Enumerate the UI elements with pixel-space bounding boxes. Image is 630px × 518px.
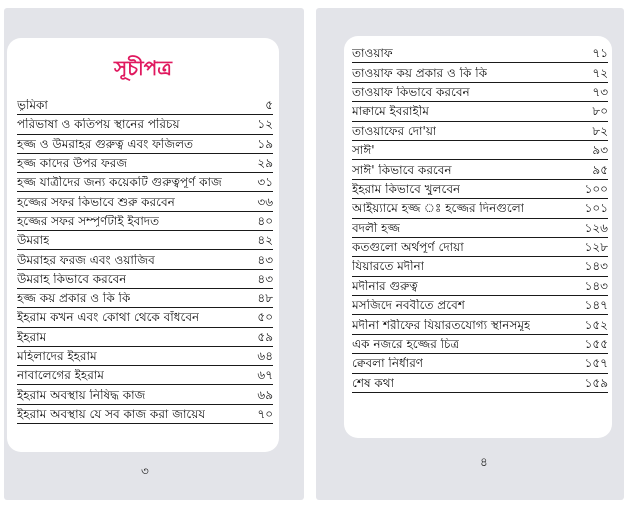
toc-entry-page: ৬৭ bbox=[257, 368, 273, 383]
toc-entry bbox=[17, 270, 273, 289]
toc-entry-title: ইহরাম অবস্থায় যে সব কাজ করা জায়েয bbox=[17, 407, 206, 420]
toc-entry bbox=[17, 192, 273, 211]
toc-entry-page: ১২ bbox=[257, 117, 273, 132]
toc-entry-title: ইহরাম bbox=[17, 330, 47, 343]
toc-entry-title: তাওয়াফ bbox=[352, 47, 393, 60]
toc-entry bbox=[352, 296, 608, 315]
toc-entry-title: উমরাহ bbox=[17, 234, 50, 247]
toc-entry-title: তাওয়াফ কয় প্রকার ও কি কি bbox=[352, 66, 488, 79]
toc-entry-title: মদীনা শরীফের যিয়ারতযোগ্য স্থানসমূহ bbox=[352, 318, 531, 331]
toc-entry-title: হজ্জ কয় প্রকার ও কি কি bbox=[17, 292, 131, 305]
toc-entry-page: ৬৪ bbox=[257, 349, 273, 363]
toc-entry-page: ১৪৩ bbox=[584, 259, 608, 274]
right-page-number: ৪ bbox=[480, 455, 488, 469]
toc-entry bbox=[17, 115, 273, 134]
toc-entry bbox=[352, 180, 608, 199]
toc-entry bbox=[17, 308, 273, 327]
toc-entry-title: এক নজরে হজ্জের চিত্র bbox=[352, 338, 460, 351]
toc-entry-title: তাওয়াফ কিভাবে করবেন bbox=[352, 85, 470, 98]
toc-entry-page: ৪২ bbox=[257, 233, 273, 248]
toc-entry bbox=[352, 83, 608, 102]
toc-entry-title: হজ্জ যাত্রীদের জন্য কয়েকটি গুরুত্বপূর্ণ কাজ bbox=[17, 176, 222, 189]
toc-entry-title: নাবালেগের ইহরাম bbox=[17, 369, 104, 382]
toc-entry bbox=[17, 231, 273, 250]
toc-entry-page: ৪৩ bbox=[257, 271, 273, 286]
right-contents-panel bbox=[344, 36, 612, 438]
toc-entry-page: ১০১ bbox=[584, 201, 608, 216]
toc-entry-title: আইয়্যামে হজ্জ ঃ হজ্জের দিনগুলো bbox=[352, 202, 525, 215]
toc-entry-title: ক্বেবলা নির্ধারণ bbox=[352, 357, 424, 370]
toc-entry-page: ১৫৫ bbox=[584, 337, 608, 352]
toc-entry bbox=[17, 96, 273, 115]
left-page bbox=[4, 8, 304, 500]
toc-entry bbox=[17, 385, 273, 404]
toc-entry bbox=[17, 135, 273, 154]
toc-entry bbox=[352, 44, 608, 63]
right-toc-list bbox=[344, 44, 612, 393]
toc-entry bbox=[352, 102, 608, 121]
toc-entry-page: ৭০ bbox=[257, 406, 273, 421]
toc-entry-page: ১২৬ bbox=[584, 220, 608, 235]
toc-entry bbox=[352, 141, 608, 160]
toc-entry-title: ইহরাম অবস্থায় নিষিদ্ধ কাজ bbox=[17, 388, 146, 401]
toc-entry-title: হজ্জের সফর কিভাবে শুরু করবেন bbox=[17, 195, 175, 208]
toc-entry-page: ১৪৩ bbox=[584, 278, 608, 293]
toc-entry bbox=[352, 354, 608, 373]
toc-entry bbox=[17, 212, 273, 231]
toc-entry bbox=[352, 160, 608, 179]
toc-entry-page: ৩৬ bbox=[257, 194, 273, 209]
toc-entry-title: পরিভাষা ও কতিপয় স্থানের পরিচয় bbox=[17, 118, 180, 131]
toc-entry-page: ১৯ bbox=[257, 136, 273, 151]
toc-entry-title: বদলী হজ্জ bbox=[352, 221, 401, 234]
toc-entry-title: যিয়ারতে মদীনা bbox=[352, 260, 425, 273]
toc-entry bbox=[17, 328, 273, 347]
toc-entry-page: ৮০ bbox=[592, 104, 608, 119]
toc-entry-title: হজ্জের সফর সম্পূর্ণটাই ইবাদত bbox=[17, 214, 160, 227]
toc-entry-page: ৫৯ bbox=[257, 329, 273, 344]
right-page bbox=[316, 8, 624, 500]
toc-entry-title: ভূমিকা bbox=[17, 99, 48, 112]
toc-entry-page: ৮২ bbox=[592, 123, 608, 138]
toc-entry bbox=[17, 173, 273, 192]
toc-entry bbox=[17, 154, 273, 173]
toc-entry-title: ইহরাম কখন এবং কোথা থেকে বাঁধবেন bbox=[17, 311, 200, 324]
toc-entry-title: তাওয়াফের দো'য়া bbox=[352, 124, 437, 137]
toc-entry bbox=[17, 366, 273, 385]
toc-entry-page: ৬৯ bbox=[257, 387, 273, 402]
toc-entry-page: ৭৩ bbox=[592, 84, 608, 99]
toc-entry-title: উমরাহর ফরজ এবং ওয়াজিব bbox=[17, 253, 155, 266]
left-page-number: ৩ bbox=[141, 464, 149, 478]
toc-entry-page: ৭১ bbox=[592, 46, 608, 61]
toc-entry-page: ৯৩ bbox=[592, 143, 608, 158]
toc-entry-page: ১৫৭ bbox=[584, 356, 608, 371]
toc-entry-page: ৩১ bbox=[257, 175, 273, 190]
toc-entry bbox=[17, 405, 273, 424]
toc-entry-title: কতগুলো অর্থপূর্ণ দোয়া bbox=[352, 241, 464, 254]
toc-entry-page: ২৯ bbox=[257, 156, 273, 171]
toc-entry-page: ১৫৯ bbox=[584, 375, 608, 390]
toc-entry-page: ৫ bbox=[265, 98, 273, 113]
toc-entry bbox=[352, 219, 608, 238]
toc-entry-title: মসজিদে নববীতে প্রবেশ bbox=[352, 299, 465, 312]
toc-entry-title: সাঈ' কিভাবে করবেন bbox=[352, 163, 452, 176]
toc-entry-page: ৭২ bbox=[592, 65, 608, 80]
toc-entry bbox=[352, 335, 608, 354]
toc-entry bbox=[352, 238, 608, 257]
toc-entry-page: ৯৫ bbox=[592, 162, 608, 177]
toc-entry-page: ১৫২ bbox=[584, 317, 608, 332]
toc-entry bbox=[352, 199, 608, 218]
toc-entry-title: মাক্বামে ইবরাহীম bbox=[352, 105, 429, 118]
toc-entry-title: শেষ কথা bbox=[352, 376, 395, 389]
toc-entry-page: ৪০ bbox=[257, 213, 273, 228]
toc-entry bbox=[17, 289, 273, 308]
toc-entry-title: উমরাহ কিভাবে করবেন bbox=[17, 272, 127, 285]
toc-entry-page: ৫০ bbox=[257, 310, 273, 325]
toc-entry bbox=[17, 347, 273, 366]
toc-entry bbox=[352, 374, 608, 393]
toc-entry bbox=[352, 122, 608, 141]
toc-entry-title: হজ্জ ও উমরাহর গুরুত্ব এবং ফজিলত bbox=[17, 137, 194, 150]
left-contents-panel bbox=[7, 38, 279, 452]
toc-entry bbox=[352, 315, 608, 334]
toc-entry-title: হজ্জ কাদের উপর ফরজ bbox=[17, 157, 128, 170]
toc-entry-page: ৪৮ bbox=[257, 291, 273, 306]
toc-entry-page: ১০০ bbox=[584, 181, 608, 196]
toc-entry-page: ১২৮ bbox=[584, 240, 608, 255]
toc-entry bbox=[352, 63, 608, 82]
toc-entry bbox=[352, 277, 608, 296]
toc-entry bbox=[17, 250, 273, 269]
toc-entry-title: সাঈ' bbox=[352, 144, 375, 157]
contents-title: সূচীপত্র bbox=[114, 56, 172, 80]
left-toc-list bbox=[7, 96, 279, 424]
toc-entry bbox=[352, 257, 608, 276]
toc-entry-title: মদীনার গুরুত্ব bbox=[352, 279, 418, 292]
toc-entry-title: ইহরাম কিভাবে খুলবেন bbox=[352, 182, 461, 195]
toc-entry-page: ৪৩ bbox=[257, 252, 273, 267]
toc-entry-title: মহিলাদের ইহরাম bbox=[17, 350, 97, 362]
toc-entry-page: ১৪৭ bbox=[584, 298, 608, 313]
